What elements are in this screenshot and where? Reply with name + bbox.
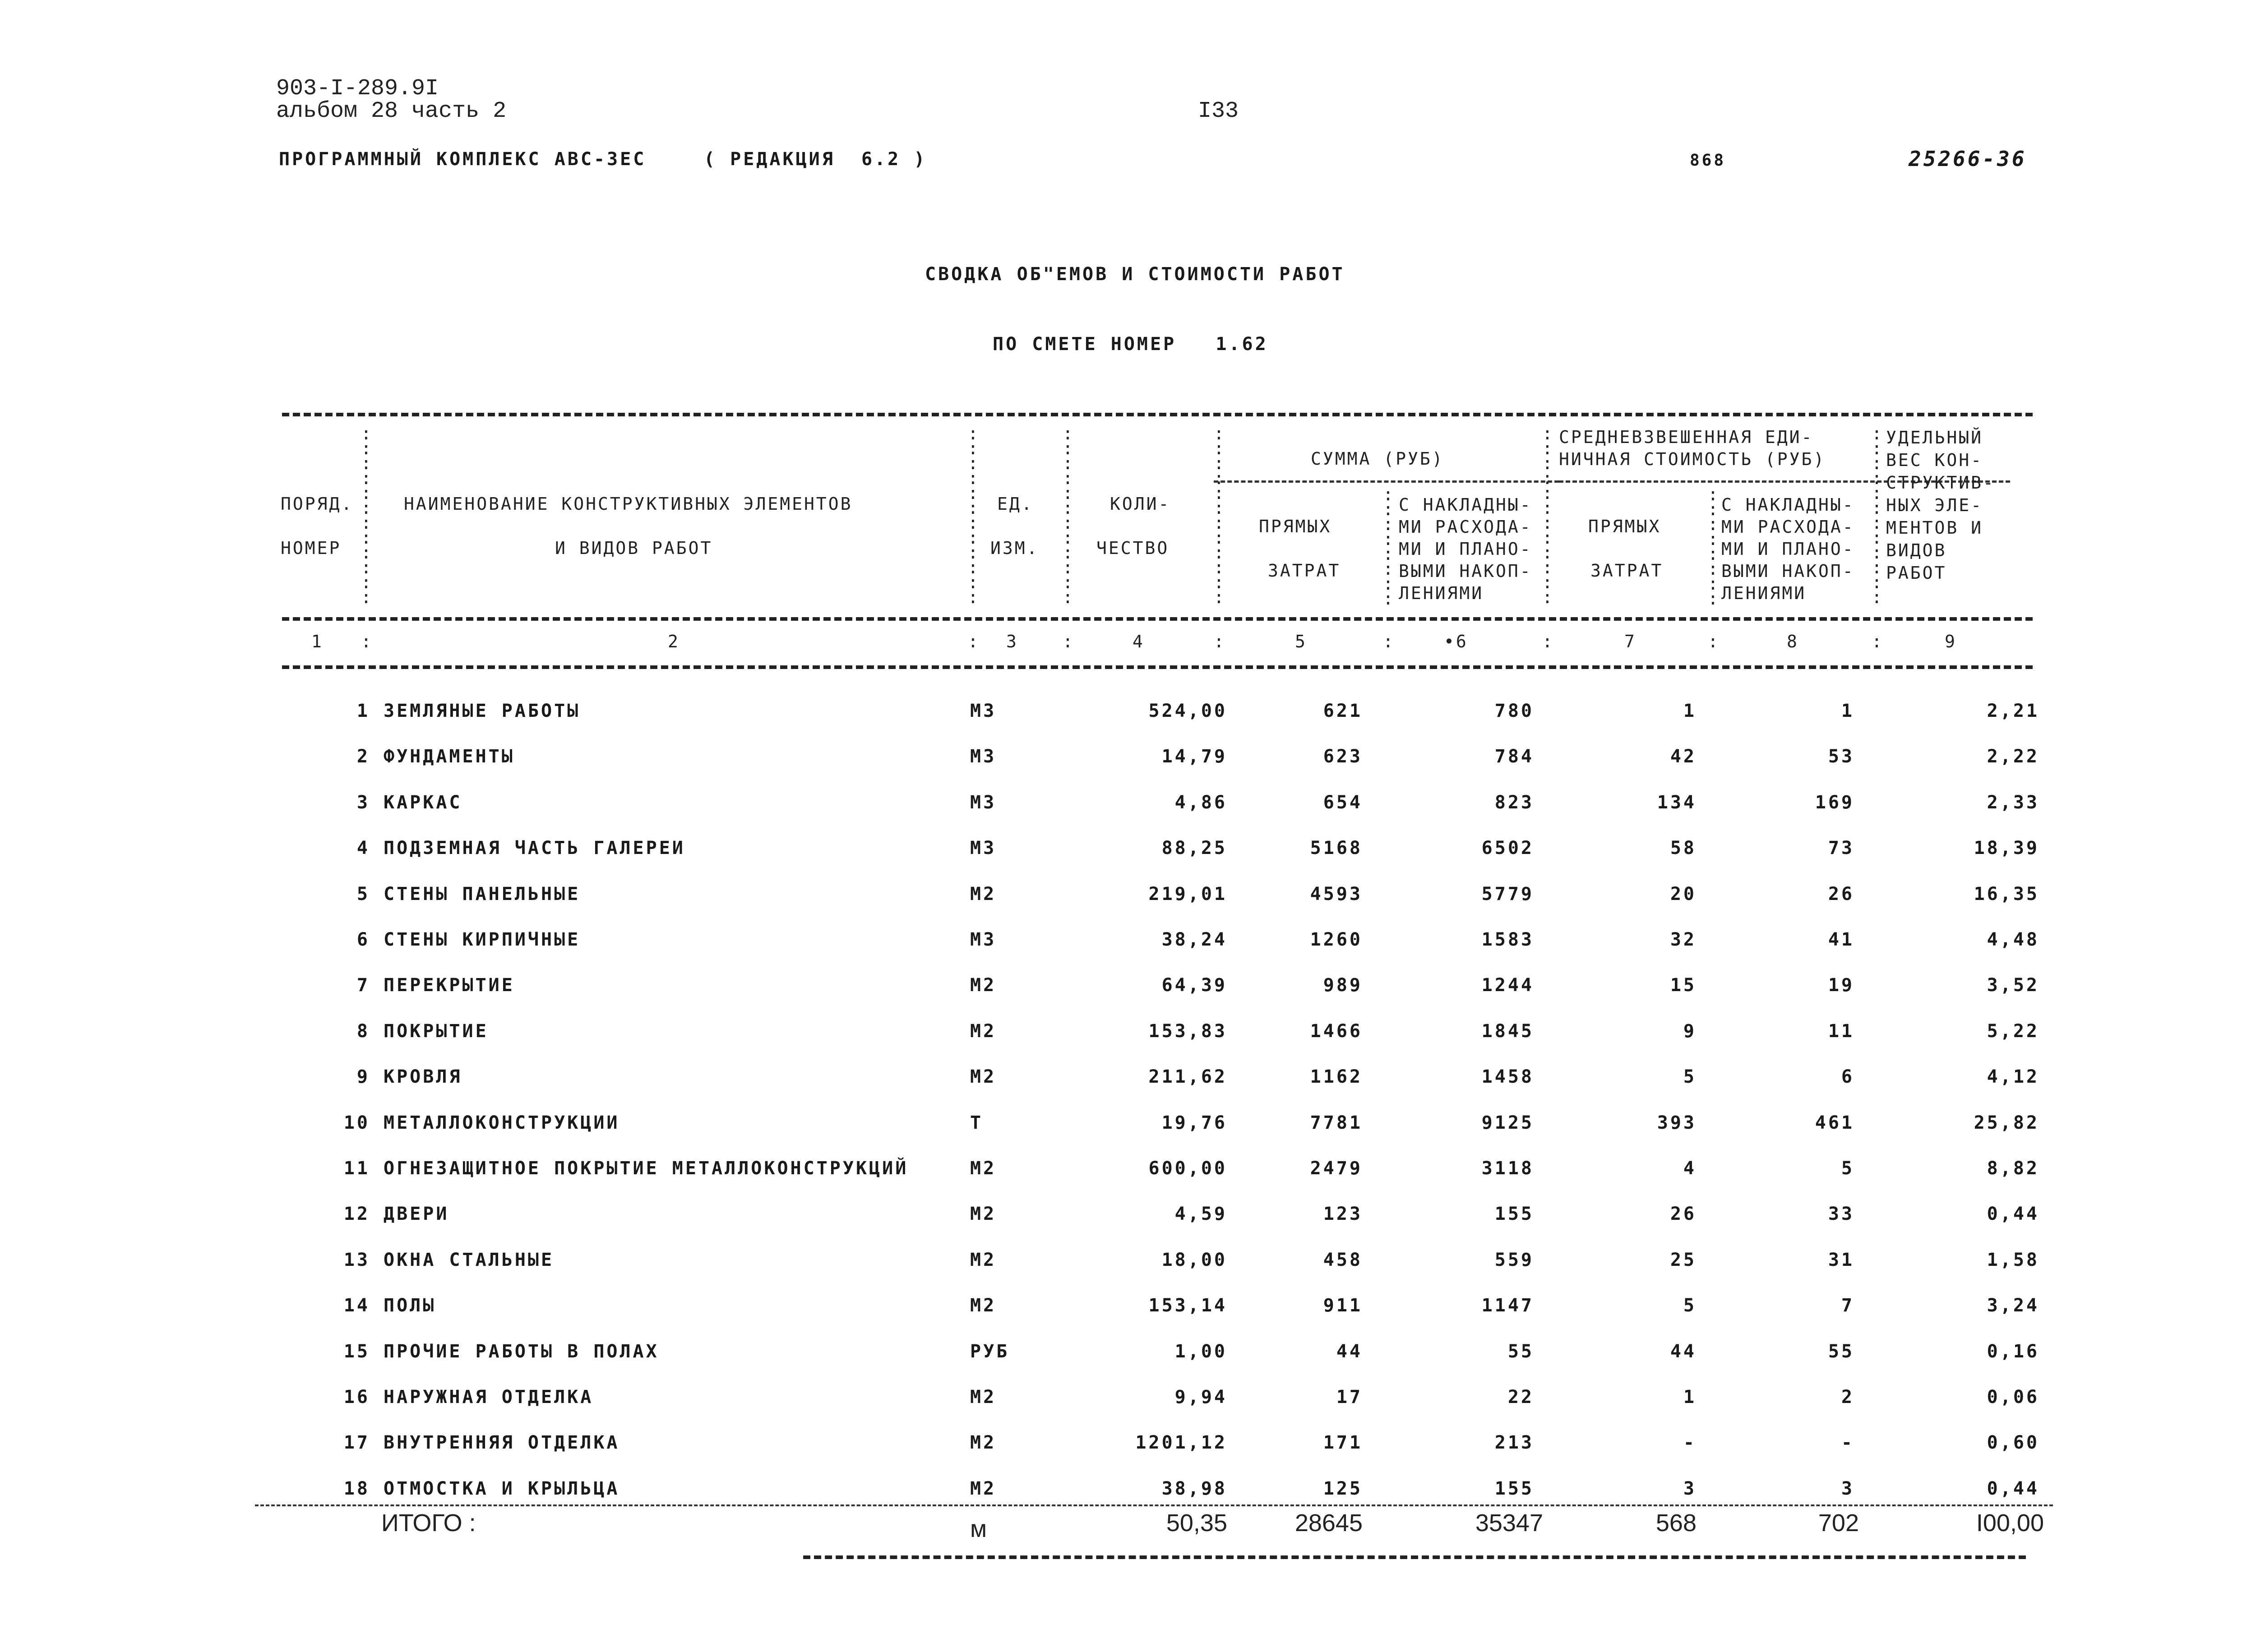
header-unit-overhead: С НАКЛАДНЫ- МИ РАСХОДА- МИ И ПЛАНО- ВЫМИ НАКОП- ЛЕНИЯМИ	[1721, 495, 1855, 603]
row-unit-direct: 3	[1683, 1478, 1697, 1499]
row-unit: М2	[970, 1295, 997, 1316]
row-overhead: 1583	[1481, 929, 1534, 950]
row-unit-overhead: 5	[1841, 1158, 1854, 1179]
row-unit-direct: 15	[1670, 975, 1697, 996]
row-unit-direct: 20	[1670, 884, 1697, 904]
row-share: 0,44	[1987, 1204, 2039, 1224]
row-name: ЗЕМЛЯНЫЕ РАБОТЫ	[384, 701, 581, 721]
row-name: ОГНЕЗАЩИТНОЕ ПОКРЫТИЕ МЕТАЛЛОКОНСТРУКЦИЙ	[384, 1158, 909, 1179]
total-qty: 50,35	[1166, 1509, 1227, 1537]
row-name: НАРУЖНАЯ ОТДЕЛКА	[384, 1387, 594, 1407]
total-bottom-rule	[803, 1555, 2026, 1559]
row-unit-overhead: 41	[1828, 929, 1854, 950]
row-qty: 88,25	[1161, 838, 1227, 858]
row-number: 7	[356, 975, 370, 996]
row-name: ПОДЗЕМНАЯ ЧАСТЬ ГАЛЕРЕИ	[384, 838, 685, 858]
row-unit-direct: 1	[1683, 701, 1697, 721]
row-number: 10	[343, 1112, 370, 1133]
row-share: 0,16	[1987, 1341, 2039, 1362]
row-number: 17	[343, 1432, 370, 1453]
colnum-sep-1: :	[361, 632, 373, 651]
colnum-sep-5: :	[1383, 632, 1395, 651]
report-subtitle: ПО СМЕТЕ НОМЕР 1.62	[993, 334, 1268, 355]
row-number: 16	[343, 1387, 370, 1407]
row-qty: 64,39	[1161, 975, 1227, 996]
row-qty: 14,79	[1161, 746, 1227, 767]
page-number: I33	[1198, 98, 1239, 124]
row-unit: РУБ	[970, 1341, 1010, 1362]
row-qty: 4,59	[1174, 1204, 1227, 1224]
row-overhead: 823	[1494, 792, 1534, 813]
header-bottom-rule	[282, 617, 2033, 621]
row-unit-direct: 32	[1670, 929, 1697, 950]
header-name: НАИМЕНОВАНИЕ КОНСТРУКТИВНЫХ ЭЛЕМЕНТОВ	[404, 494, 853, 514]
row-unit: М2	[970, 1387, 997, 1407]
row-direct: 171	[1323, 1432, 1363, 1453]
row-qty: 38,24	[1161, 929, 1227, 950]
row-number: 1	[356, 701, 370, 721]
row-unit-direct: 25	[1670, 1250, 1697, 1270]
header-order: ПОРЯД.	[281, 494, 354, 514]
row-number: 3	[356, 792, 370, 813]
row-number: 15	[343, 1341, 370, 1362]
row-unit-overhead: 2	[1841, 1387, 1854, 1407]
row-share: 25,82	[1974, 1112, 2039, 1133]
colnum-5: 5	[1295, 632, 1307, 651]
row-overhead: 155	[1494, 1478, 1534, 1499]
total-label: ИТОГО :	[381, 1509, 476, 1537]
row-direct: 5168	[1310, 838, 1363, 858]
colnum-sep-4: :	[1214, 632, 1226, 651]
row-direct: 1466	[1310, 1021, 1363, 1042]
row-name: ПРОЧИЕ РАБОТЫ В ПОЛАХ	[384, 1341, 659, 1362]
row-unit-overhead: 169	[1815, 792, 1854, 813]
header-direct-2: ЗАТРАТ	[1268, 561, 1341, 581]
row-share: 16,35	[1974, 884, 2039, 904]
row-share: 2,22	[1987, 746, 2039, 767]
row-number: 5	[356, 884, 370, 904]
row-qty: 1,00	[1174, 1341, 1227, 1362]
row-number: 18	[343, 1478, 370, 1499]
row-share: 4,12	[1987, 1066, 2039, 1087]
row-number: 12	[343, 1204, 370, 1224]
row-name: ПОЛЫ	[384, 1295, 436, 1316]
row-overhead: 5779	[1481, 884, 1534, 904]
total-unit-direct: 568	[1655, 1509, 1697, 1537]
row-name: СТЕНЫ КИРПИЧНЫЕ	[384, 929, 581, 950]
colnum-4: 4	[1133, 632, 1145, 651]
row-number: 6	[356, 929, 370, 950]
row-direct: 4593	[1310, 884, 1363, 904]
row-unit-overhead: 73	[1828, 838, 1854, 858]
row-unit-direct: 393	[1657, 1112, 1697, 1133]
row-qty: 18,00	[1161, 1250, 1227, 1270]
header-sum-group: СУММА (РУБ)	[1311, 449, 1444, 469]
row-qty: 38,98	[1161, 1478, 1227, 1499]
row-direct: 123	[1323, 1204, 1363, 1224]
row-overhead: 780	[1494, 701, 1534, 721]
row-unit: Т	[970, 1112, 984, 1133]
row-number: 8	[356, 1021, 370, 1042]
row-overhead: 22	[1507, 1387, 1534, 1407]
row-share: 4,48	[1987, 929, 2039, 950]
header-separator-1: : : : : : : : : : : : :	[361, 424, 373, 607]
row-name: КРОВЛЯ	[384, 1066, 462, 1087]
row-unit-direct: 5	[1683, 1066, 1697, 1087]
row-unit-direct: 4	[1683, 1158, 1697, 1179]
row-number: 2	[356, 746, 370, 767]
header-unit-direct-2: ЗАТРАТ	[1590, 561, 1664, 581]
row-share: 0,06	[1987, 1387, 2039, 1407]
row-unit-overhead: 6	[1841, 1066, 1854, 1087]
row-name: КАРКАС	[384, 792, 462, 813]
row-direct: 654	[1323, 792, 1363, 813]
row-qty: 1201,12	[1135, 1432, 1227, 1453]
row-unit: М3	[970, 929, 997, 950]
row-unit: М3	[970, 746, 997, 767]
row-unit-overhead: 11	[1828, 1021, 1854, 1042]
header-qty-2: ЧЕСТВО	[1096, 538, 1170, 558]
row-unit: М2	[970, 1158, 997, 1179]
program-edition: ( РЕДАКЦИЯ 6.2 )	[704, 149, 927, 170]
row-unit-overhead: 19	[1828, 975, 1854, 996]
colnum-1: 1	[311, 632, 324, 651]
row-unit-direct: 9	[1683, 1021, 1697, 1042]
colnum-sep-7: :	[1708, 632, 1720, 651]
row-overhead: 1147	[1481, 1295, 1534, 1316]
row-unit-overhead: 1	[1841, 701, 1854, 721]
header-unit: ЕД.	[997, 494, 1034, 514]
row-name: ДВЕРИ	[384, 1204, 449, 1224]
row-unit-direct: 26	[1670, 1204, 1697, 1224]
row-overhead: 784	[1494, 746, 1534, 767]
row-overhead: 3118	[1481, 1158, 1534, 1179]
row-name: ПОКРЫТИЕ	[384, 1021, 489, 1042]
row-unit-direct: 5	[1683, 1295, 1697, 1316]
row-name: МЕТАЛЛОКОНСТРУКЦИИ	[384, 1112, 620, 1133]
row-direct: 1162	[1310, 1066, 1363, 1087]
row-name: ПЕРЕКРЫТИЕ	[384, 975, 515, 996]
row-qty: 524,00	[1148, 701, 1227, 721]
header-avg-group: СРЕДНЕВЗВЕШЕННАЯ ЕДИ- НИЧНАЯ СТОИМОСТЬ (РУБ)	[1559, 427, 1826, 469]
header-separator-4: : : : : : : : : : : : :	[1214, 424, 1226, 607]
header-overhead: С НАКЛАДНЫ- МИ РАСХОДА- МИ И ПЛАНО- ВЫМИ НАКОП- ЛЕНИЯМИ	[1399, 495, 1532, 603]
row-qty: 153,83	[1148, 1021, 1227, 1042]
row-name: ФУНДАМЕНТЫ	[384, 746, 515, 767]
total-share: I00,00	[1976, 1509, 2044, 1537]
row-direct: 458	[1323, 1250, 1363, 1270]
row-unit: М2	[970, 1204, 997, 1224]
row-unit-overhead: 53	[1828, 746, 1854, 767]
total-direct: 28645	[1294, 1509, 1363, 1537]
row-unit-overhead: -	[1841, 1432, 1854, 1453]
header-separator-3: : : : : : : : : : : : :	[1063, 424, 1075, 607]
row-unit: М2	[970, 1021, 997, 1042]
row-unit: М2	[970, 1478, 997, 1499]
row-number: 13	[343, 1250, 370, 1270]
total-unit-overhead: 702	[1818, 1509, 1859, 1537]
header-name-2: И ВИДОВ РАБОТ	[555, 538, 713, 558]
row-unit-overhead: 55	[1828, 1341, 1854, 1362]
header-separator-7: : : : : : : : :	[1708, 485, 1720, 609]
row-qty: 19,76	[1161, 1112, 1227, 1133]
column-numbers-rule	[282, 665, 2033, 669]
colnum-2: 2	[668, 632, 680, 651]
row-overhead: 55	[1507, 1341, 1534, 1362]
row-overhead: 6502	[1481, 838, 1534, 858]
row-qty: 4,86	[1174, 792, 1227, 813]
row-overhead: 559	[1494, 1250, 1534, 1270]
row-overhead: 1244	[1481, 975, 1534, 996]
header-separator-6: : : : : : : : : : : : :	[1542, 424, 1554, 607]
row-overhead: 1845	[1481, 1021, 1534, 1042]
row-share: 5,22	[1987, 1021, 2039, 1042]
row-unit-overhead: 461	[1815, 1112, 1854, 1133]
row-unit: М2	[970, 884, 997, 904]
row-share: 1,58	[1987, 1250, 2039, 1270]
row-direct: 44	[1336, 1341, 1363, 1362]
row-qty: 219,01	[1148, 884, 1227, 904]
header-separator-5: : : : : : : : :	[1383, 485, 1395, 609]
colnum-6: •6	[1444, 632, 1468, 651]
row-direct: 17	[1336, 1387, 1363, 1407]
row-share: 2,21	[1987, 701, 2039, 721]
row-share: 3,52	[1987, 975, 2039, 996]
row-number: 11	[343, 1158, 370, 1179]
row-direct: 989	[1323, 975, 1363, 996]
colnum-sep-6: :	[1542, 632, 1554, 651]
row-unit-direct: -	[1683, 1432, 1697, 1453]
sheet-number: 868	[1690, 151, 1726, 170]
row-overhead: 213	[1494, 1432, 1534, 1453]
row-number: 14	[343, 1295, 370, 1316]
colnum-9: 9	[1945, 632, 1957, 651]
row-qty: 600,00	[1148, 1158, 1227, 1179]
header-qty: КОЛИ-	[1110, 494, 1171, 514]
row-unit-overhead: 26	[1828, 884, 1854, 904]
colnum-8: 8	[1787, 632, 1799, 651]
total-overhead: 35347	[1475, 1509, 1543, 1537]
row-name: ОКНА СТАЛЬНЫЕ	[384, 1250, 555, 1270]
row-direct: 911	[1323, 1295, 1363, 1316]
total-unit: м	[970, 1515, 987, 1542]
sum-group-rule	[1214, 480, 1559, 483]
colnum-sep-2: :	[968, 632, 980, 651]
header-direct: ПРЯМЫХ	[1259, 517, 1332, 536]
row-unit: М2	[970, 1432, 997, 1453]
row-overhead: 155	[1494, 1204, 1534, 1224]
row-direct: 2479	[1310, 1158, 1363, 1179]
row-share: 0,60	[1987, 1432, 2039, 1453]
row-qty: 9,94	[1174, 1387, 1227, 1407]
header-separator-2: : : : : : : : : : : : :	[968, 424, 980, 607]
row-qty: 153,14	[1148, 1295, 1227, 1316]
row-share: 3,24	[1987, 1295, 2039, 1316]
document-number: 25266-36	[1909, 147, 2027, 171]
colnum-sep-8: :	[1872, 632, 1884, 651]
header-unit-direct: ПРЯМЫХ	[1588, 517, 1661, 536]
row-unit: М2	[970, 1250, 997, 1270]
row-number: 4	[356, 838, 370, 858]
row-unit-direct: 134	[1657, 792, 1697, 813]
row-direct: 7781	[1310, 1112, 1363, 1133]
row-unit-overhead: 31	[1828, 1250, 1854, 1270]
row-overhead: 1458	[1481, 1066, 1534, 1087]
report-title: СВОДКА ОБ"ЕМОВ И СТОИМОСТИ РАБОТ	[925, 264, 1345, 285]
row-unit-overhead: 33	[1828, 1204, 1854, 1224]
album-part: альбом 28 часть 2	[276, 98, 507, 124]
row-share: 2,33	[1987, 792, 2039, 813]
row-unit: М2	[970, 1066, 997, 1087]
row-share: 0,44	[1987, 1478, 2039, 1499]
row-direct: 125	[1323, 1478, 1363, 1499]
row-unit: М3	[970, 792, 997, 813]
total-top-rule	[255, 1504, 2053, 1506]
row-name: СТЕНЫ ПАНЕЛЬНЫЕ	[384, 884, 581, 904]
row-share: 18,39	[1974, 838, 2039, 858]
row-unit-direct: 1	[1683, 1387, 1697, 1407]
row-direct: 1260	[1310, 929, 1363, 950]
program-name: ПРОГРАММНЫЙ КОМПЛЕКС АВС-ЗЕС	[279, 149, 647, 170]
colnum-7: 7	[1624, 632, 1637, 651]
row-unit: М3	[970, 838, 997, 858]
row-unit-overhead: 7	[1841, 1295, 1854, 1316]
colnum-sep-3: :	[1063, 632, 1075, 651]
row-unit-direct: 44	[1670, 1341, 1697, 1362]
table-top-rule	[282, 413, 2033, 416]
row-share: 8,82	[1987, 1158, 2039, 1179]
row-unit: М2	[970, 975, 997, 996]
header-order-2: НОМЕР	[281, 538, 342, 558]
header-unit-2: ИЗМ.	[990, 538, 1039, 558]
header-share: УДЕЛЬНЫЙ ВЕС КОН- СТРУКТИВ- НЫХ ЭЛЕ- МЕНТОВ И ВИДОВ РАБОТ	[1886, 428, 1995, 583]
row-direct: 621	[1323, 701, 1363, 721]
row-qty: 211,62	[1148, 1066, 1227, 1087]
row-unit-direct: 58	[1670, 838, 1697, 858]
row-direct: 623	[1323, 746, 1363, 767]
row-unit-direct: 42	[1670, 746, 1697, 767]
row-number: 9	[356, 1066, 370, 1087]
header-separator-8: : : : : : : : : : : : :	[1872, 424, 1884, 607]
document-code: 903-I-289.9I	[276, 76, 439, 102]
row-name: ВНУТРЕННЯЯ ОТДЕЛКА	[384, 1432, 620, 1453]
row-name: ОТМОСТКА И КРЫЛЬЦА	[384, 1478, 620, 1499]
colnum-3: 3	[1006, 632, 1018, 651]
row-unit-overhead: 3	[1841, 1478, 1854, 1499]
row-unit: М3	[970, 701, 997, 721]
row-overhead: 9125	[1481, 1112, 1534, 1133]
